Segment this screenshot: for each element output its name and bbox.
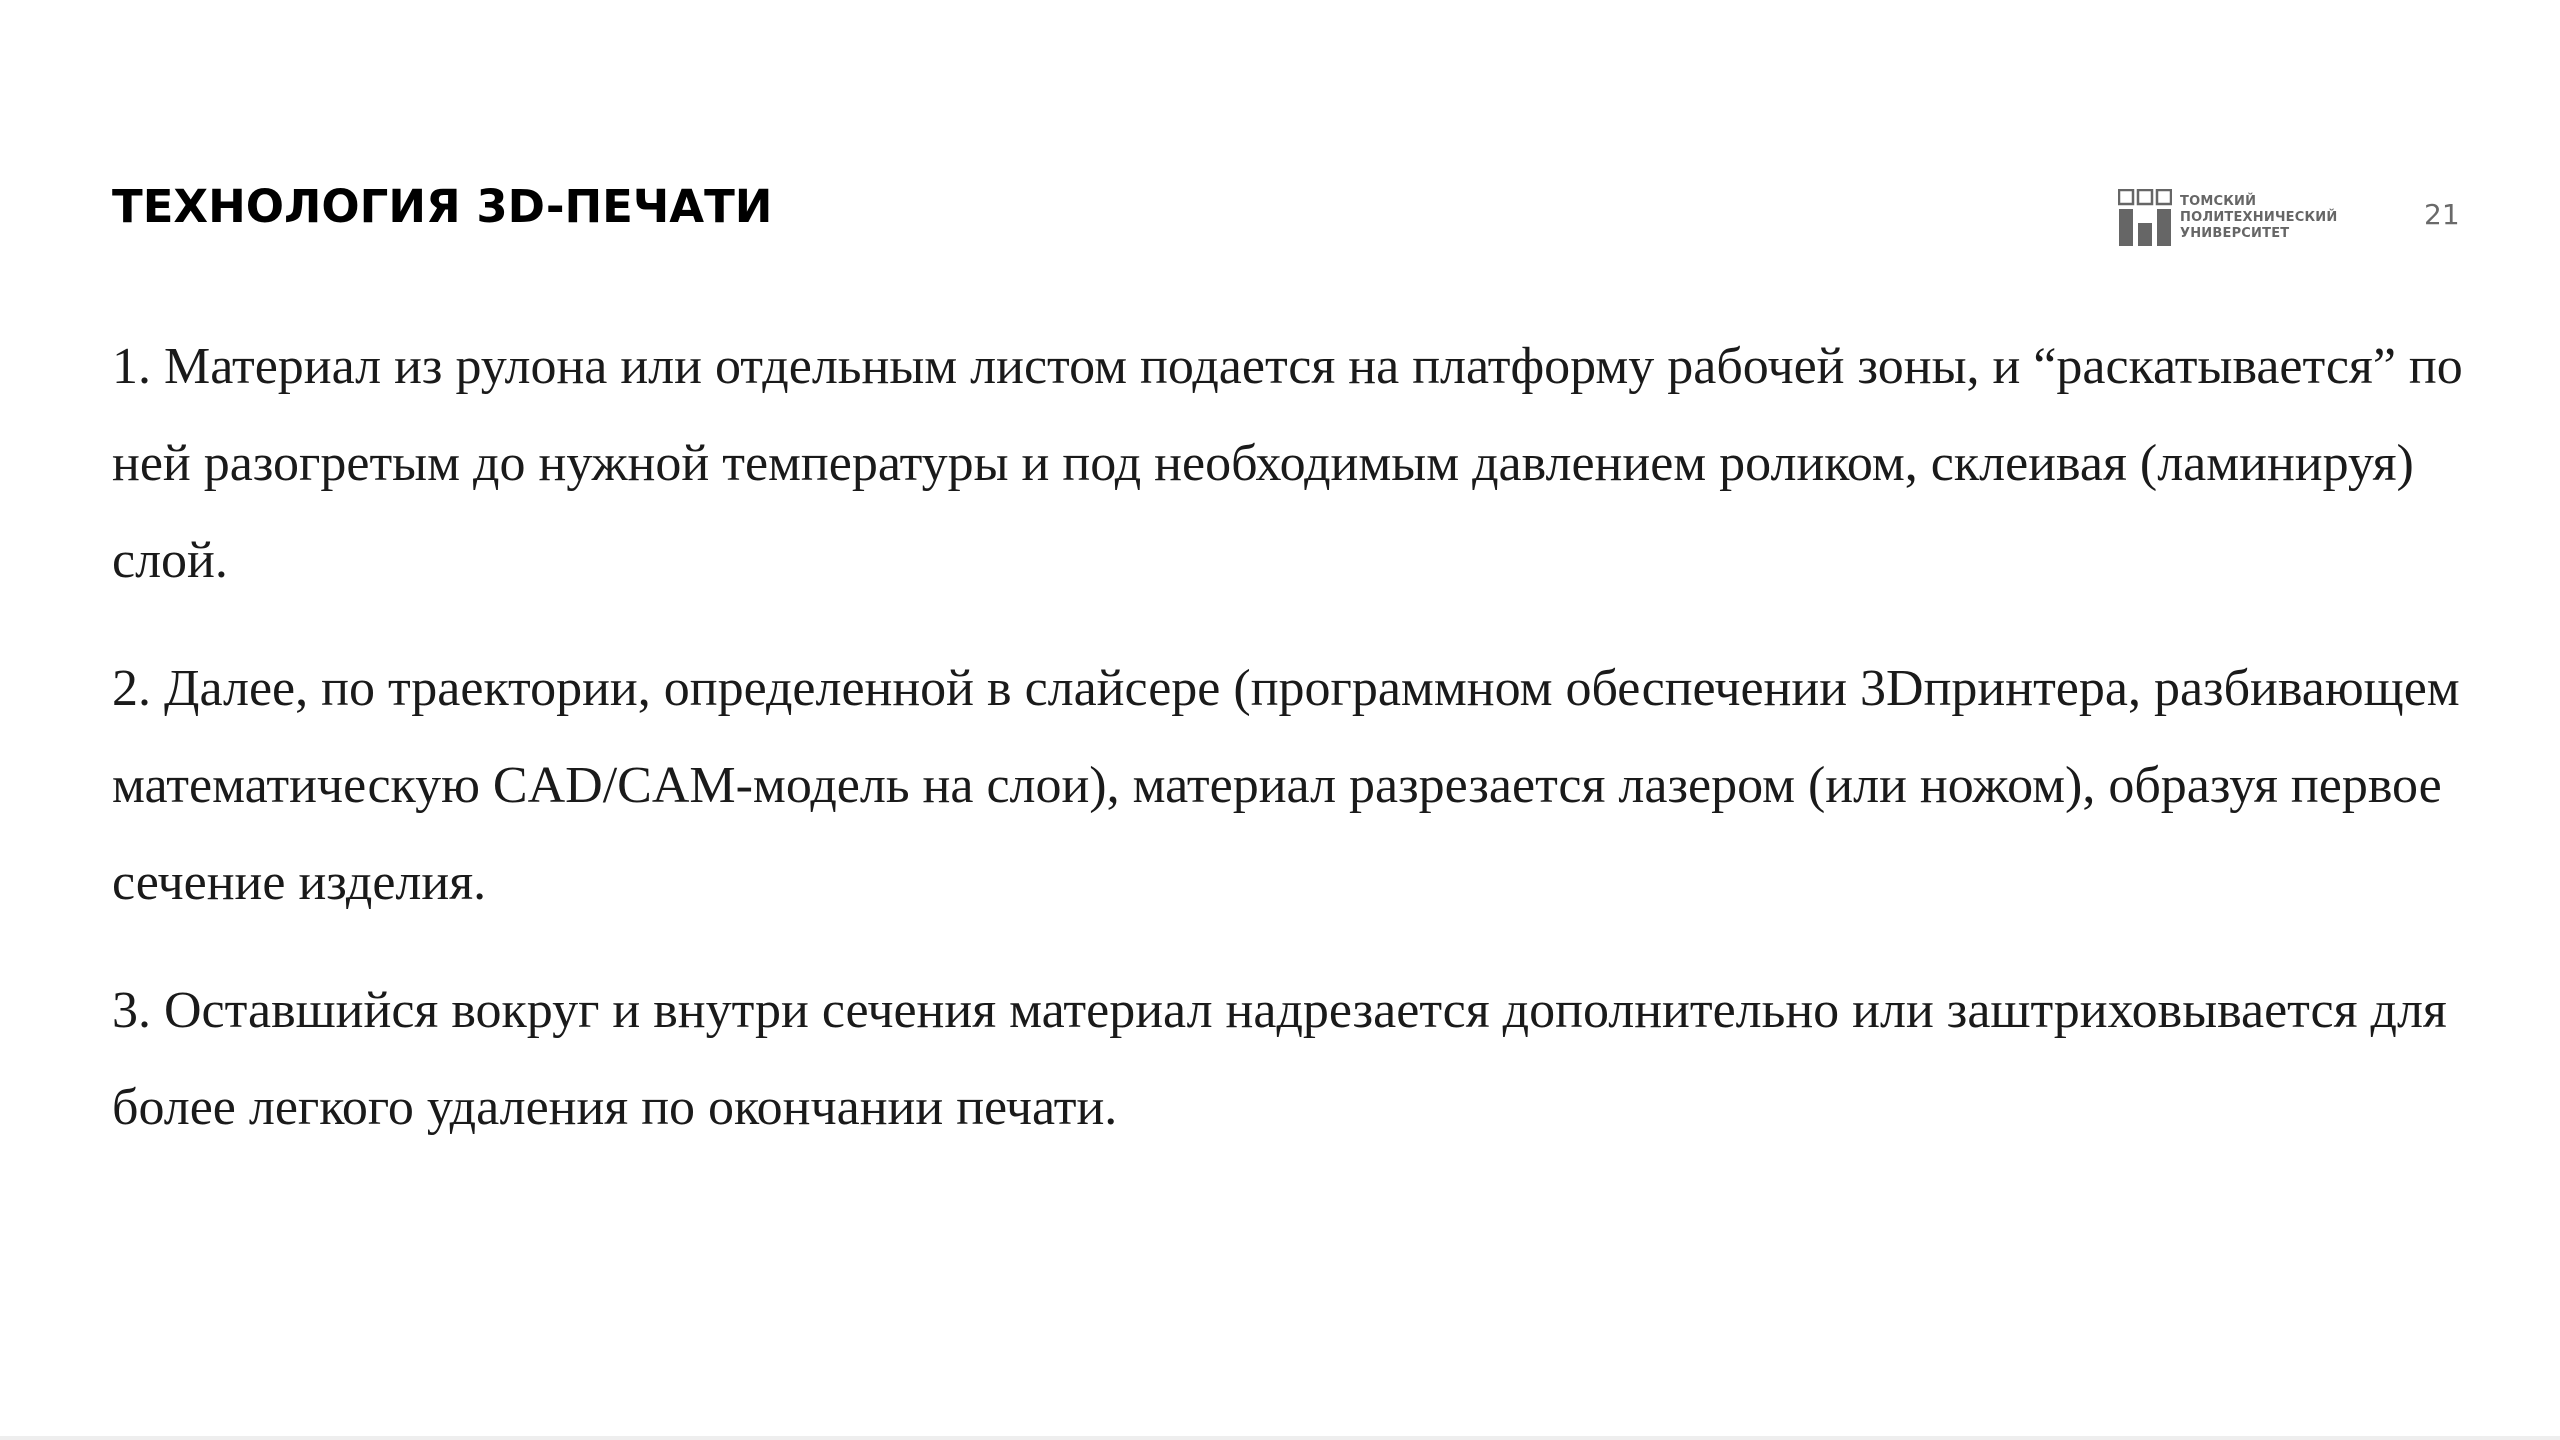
- paragraph-2: 2. Далее, по траектории, определенной в слайсере (программном обеспечении 3Dпринтера, разбивающем математическую CAD/CAM-модель на слои), материал разрезается лазером (или ножом), образуя первое сечение изделия.: [112, 660, 2460, 911]
- tpu-logo-icon: [2118, 189, 2172, 247]
- slide-body: [112, 318, 2532, 1187]
- paragraph-1: 1. Материал из рулона или отдельным листом подается на платформу рабочей зоны, и “раскатывается” по ней разогретым до нужной температуры и под необходимым давлением роликом, склеивая (ламинируя) слой.: [112, 338, 2463, 589]
- logo-line-2: ПОЛИТЕХНИЧЕСКИЙ: [2180, 210, 2338, 225]
- slide-title: ТЕХНОЛОГИЯ 3D-ПЕЧАТИ: [112, 180, 773, 233]
- paragraph-3: 3. Оставшийся вокруг и внутри сечения материал надрезается дополнительно или заштриховывается для более легкого удаления по окончании печати.: [112, 982, 2447, 1136]
- logo-line-1: ТОМСКИЙ: [2180, 194, 2257, 209]
- logo-text: [2180, 194, 2337, 242]
- logo-line-3: УНИВЕРСИТЕТ: [2180, 226, 2290, 241]
- page-number: 21: [2424, 198, 2460, 231]
- university-logo: [2118, 188, 2348, 248]
- bottom-divider: [0, 1436, 2560, 1440]
